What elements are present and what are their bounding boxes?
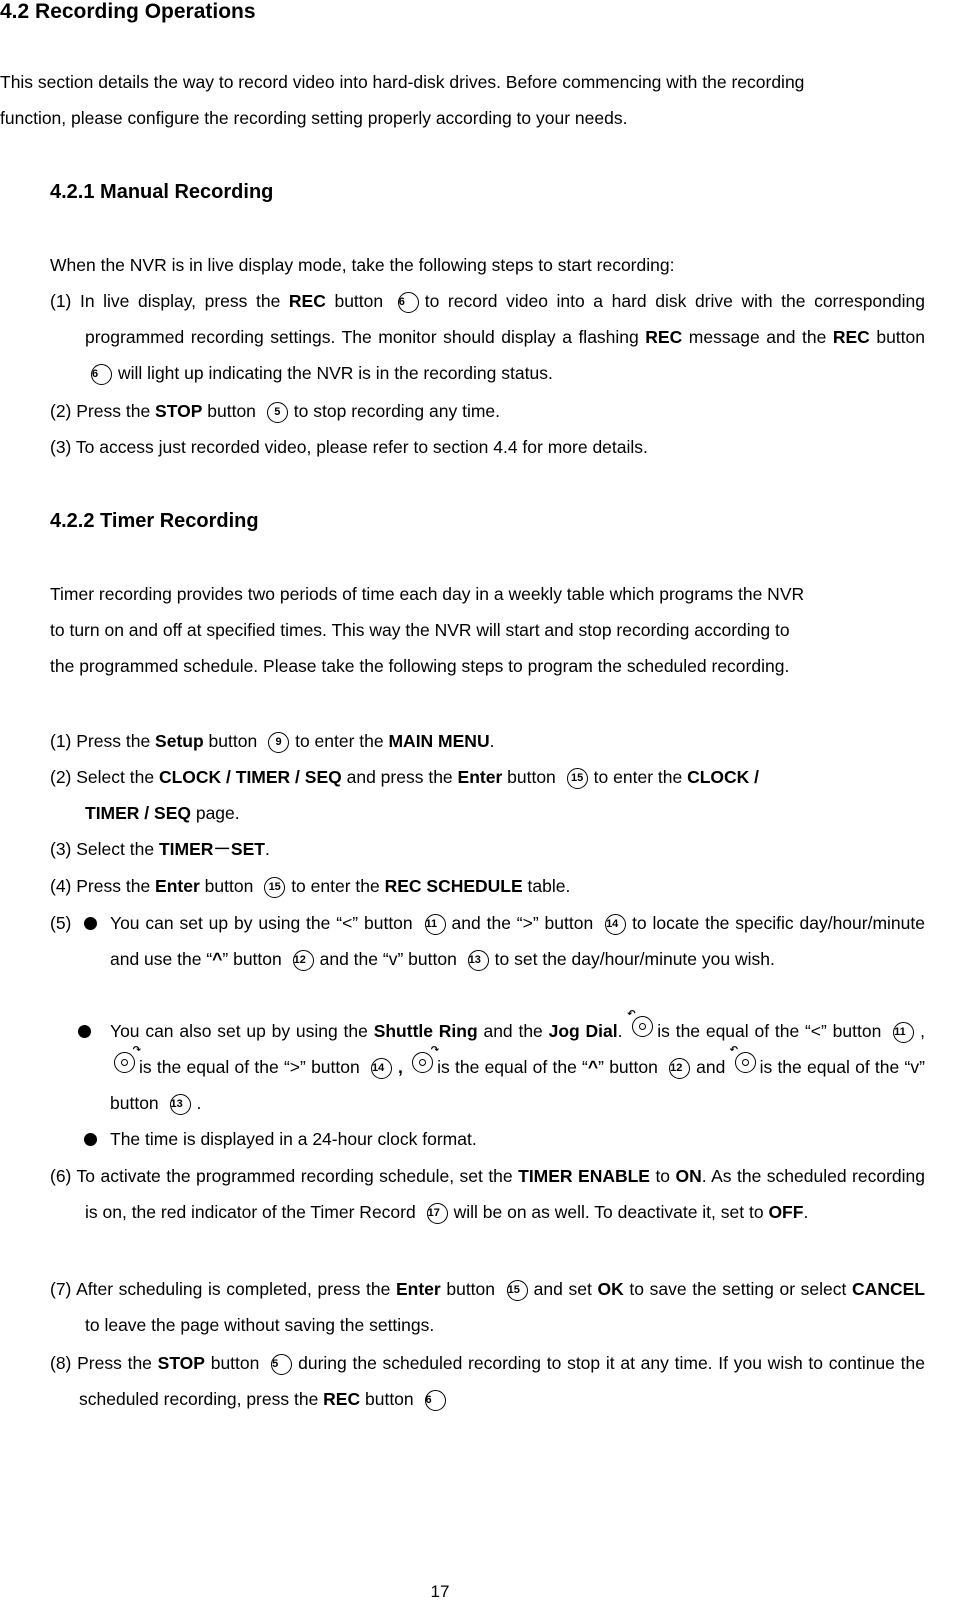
right-button-icon: 14 — [605, 914, 626, 935]
intro-line-1: This section details the way to record video into hard-disk drives. Before commencing with the recording — [0, 72, 805, 92]
left-button-icon: 11 — [425, 914, 446, 935]
rec-button-icon: 6 — [91, 364, 112, 385]
enter-button-icon: 15 — [567, 768, 588, 789]
shuttle-ring-left-icon: ↶ — [632, 1016, 653, 1037]
section-heading: 4.2 Recording Operations — [0, 0, 256, 23]
page-number: 17 — [430, 1582, 450, 1601]
timer-step-3: (3) Select the TIMER－SET. — [50, 839, 270, 859]
up-button-icon: 12 — [669, 1058, 690, 1079]
timer-step-5-bullet-3: The time is displayed in a 24-hour clock format. — [110, 1121, 925, 1157]
timer-record-button-icon: 17 — [427, 1203, 448, 1224]
timer-para-line-2: to turn on and off at specified times. This way the NVR will start and stop recording according to — [50, 620, 790, 640]
enter-button-icon: 15 — [507, 1280, 528, 1301]
timer-step-5-bullet-2: You can also set up by using the Shuttle Ring and the Jog Dial. ↶ is the equal of the “<” button 11 , ↷ is the equal of the “>” button 14 , ↷ is the equal of the “^” button 12 and ↶ is the equal of the “v” button 13 . — [110, 1013, 925, 1121]
timer-step-6: (6) To activate the programmed recording schedule, set the TIMER ENABLE to ON. As the scheduled recording is on, the red indicator of the Timer Record 17 will be on as well. To deactivate it, set to OFF. — [50, 1166, 926, 1222]
timer-step-7: (7) After scheduling is completed, press the Enter button 15 and set OK to save the setting or select CANCEL to leave the page without saving the settings. — [50, 1279, 925, 1335]
manual-step-2: (2) Press the STOP button 5 to stop recording any time. — [50, 401, 501, 421]
jog-dial-right-icon: ↷ — [412, 1052, 433, 1073]
timer-step-4: (4) Press the Enter button 15 to enter the REC SCHEDULE table. — [50, 876, 571, 896]
timer-step-1: (1) Press the Setup button 9 to enter the MAIN MENU. — [50, 731, 495, 751]
intro-line-2: function, please configure the recording setting properly according to your needs. — [0, 108, 628, 128]
shuttle-ring-right-icon: ↷ — [114, 1052, 135, 1073]
stop-button-icon: 5 — [271, 1354, 292, 1375]
jog-dial-left-icon: ↶ — [735, 1052, 756, 1073]
bullet-icon — [78, 1025, 91, 1038]
up-button-icon: 12 — [293, 950, 314, 971]
right-button-icon: 14 — [371, 1058, 392, 1079]
timer-step-2: (2) Select the CLOCK / TIMER / SEQ and press the Enter button 15 to enter the CLOCK / TIMER / SEQ page. — [50, 767, 760, 823]
stop-button-icon: 5 — [267, 402, 288, 423]
rec-button-icon: 6 — [425, 1390, 446, 1411]
setup-button-icon: 9 — [268, 732, 289, 753]
down-button-icon: 13 — [468, 950, 489, 971]
timer-para-line-3: the programmed schedule. Please take the following steps to program the scheduled recording. — [50, 656, 790, 676]
enter-button-icon: 15 — [264, 877, 285, 898]
left-button-icon: 11 — [893, 1022, 914, 1043]
manual-recording-heading: 4.2.1 Manual Recording — [50, 181, 274, 203]
bullet-icon — [84, 917, 97, 930]
manual-step-1: (1) In live display, press the REC button 6 to record video into a hard disk drive with the corresponding programmed recording settings. The monitor should display a flashing REC message and the REC button 6 will light up indicating the NVR is in the recording status. — [50, 291, 925, 383]
timer-step-8: (8) Press the STOP button 5 during the scheduled recording to stop it at any time. If you wish to continue the scheduled recording, press the REC button 6 — [50, 1353, 925, 1409]
manual-lead: When the NVR is in live display mode, take the following steps to start recording: — [50, 255, 675, 275]
timer-para-line-1: Timer recording provides two periods of time each day in a weekly table which programs the NVR — [50, 584, 805, 604]
bullet-icon — [84, 1133, 97, 1146]
timer-recording-heading: 4.2.2 Timer Recording — [50, 510, 259, 532]
down-button-icon: 13 — [170, 1094, 191, 1115]
rec-button-icon: 6 — [398, 292, 419, 313]
timer-step-5-bullet-1: You can set up by using the “<” button 11 and the “>” button 14 to locate the specific day/hour/minute and use the “^” button 12 and the “v” button 13 to set the day/hour/minute you wish. — [110, 905, 925, 977]
timer-step-5-number: (5) — [50, 913, 72, 933]
manual-step-3: (3) To access just recorded video, please refer to section 4.4 for more details. — [50, 437, 648, 457]
